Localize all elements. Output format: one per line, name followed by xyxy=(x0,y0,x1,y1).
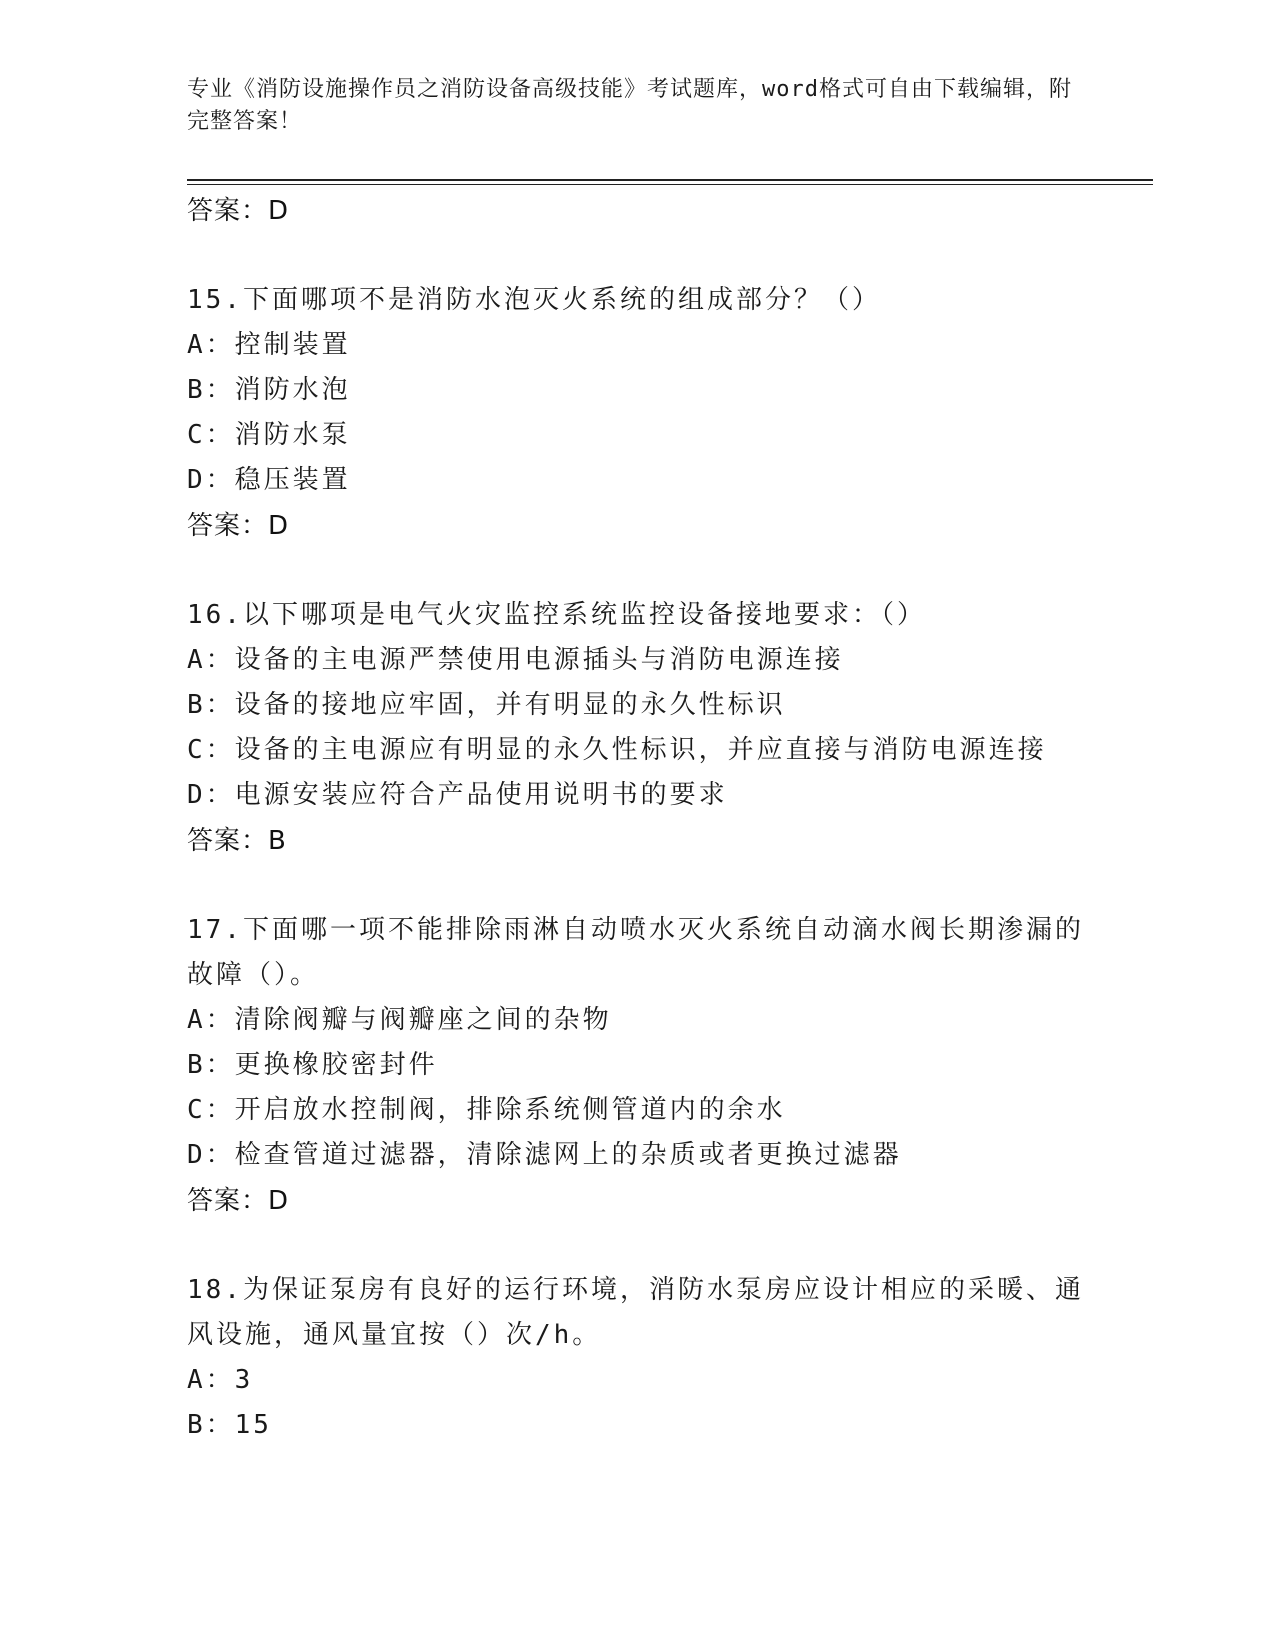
question-block xyxy=(187,278,1153,549)
option-a: A：清除阀瓣与阀瓣座之间的杂物 xyxy=(187,1005,612,1035)
question-text: 16.以下哪项是电气火灾监控系统监控设备接地要求：（） xyxy=(187,600,926,630)
question-text: 15.下面哪项不是消防水泡灭火系统的组成部分？（） xyxy=(187,285,881,315)
option-b: B：消防水泡 xyxy=(187,375,351,405)
question-block xyxy=(187,1268,1153,1448)
question-text: 17.下面哪一项不能排除雨淋自动喷水灭火系统自动滴水阀长期渗漏的故障（）。 xyxy=(187,915,1084,990)
option-a: A：设备的主电源严禁使用电源插头与消防电源连接 xyxy=(187,645,844,675)
header-divider xyxy=(187,179,1153,181)
option-d: D：检查管道过滤器，清除滤网上的杂质或者更换过滤器 xyxy=(187,1140,902,1170)
question-block xyxy=(187,908,1153,1224)
question-text: 18.为保证泵房有良好的运行环境，消防水泵房应设计相应的采暖、通风设施，通风量宜按（）次/h。 xyxy=(187,1275,1084,1350)
option-b: B：设备的接地应牢固，并有明显的永久性标识 xyxy=(187,690,786,720)
option-b: B：15 xyxy=(187,1410,272,1440)
question-block xyxy=(187,593,1153,864)
option-c: C：设备的主电源应有明显的永久性标识，并应直接与消防电源连接 xyxy=(187,735,1047,765)
option-c: C：消防水泵 xyxy=(187,420,351,450)
option-a: A：3 xyxy=(187,1365,254,1395)
question-list xyxy=(187,188,1153,1448)
document-header: 专业《消防设施操作员之消防设备高级技能》考试题库，word格式可自由下载编辑，附完整答案！ xyxy=(187,77,1072,134)
option-b: B：更换橡胶密封件 xyxy=(187,1050,438,1080)
option-a: A：控制装置 xyxy=(187,330,351,360)
answer-line: 答案：B xyxy=(187,826,287,856)
header-divider-thin xyxy=(187,184,1153,185)
option-c: C：开启放水控制阀，排除系统侧管道内的余水 xyxy=(187,1095,786,1125)
option-d: D：稳压装置 xyxy=(187,465,351,495)
answer-line: 答案：D xyxy=(187,1186,290,1216)
option-d: D：电源安装应符合产品使用说明书的要求 xyxy=(187,780,728,810)
answer-line: 答案：D xyxy=(187,196,290,226)
document-page xyxy=(187,0,1153,1650)
answer-line: 答案：D xyxy=(187,511,290,541)
